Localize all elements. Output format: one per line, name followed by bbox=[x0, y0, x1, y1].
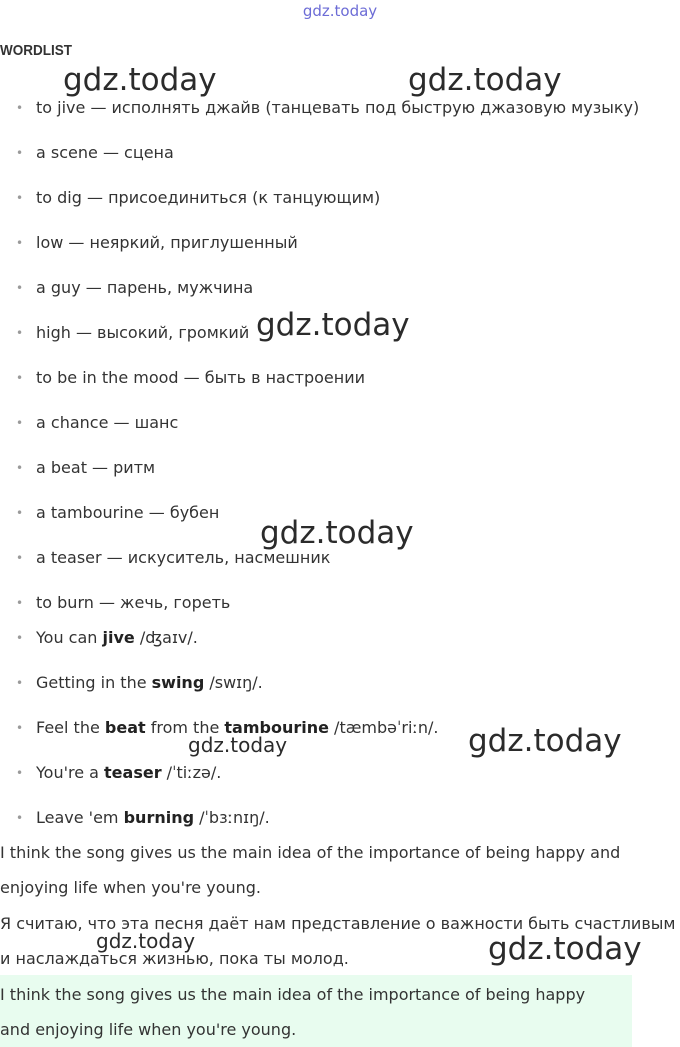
list-item: • to burn — жечь, гореть bbox=[16, 593, 230, 613]
list-item: • Feel the beat from the tambourine /tæmbəˈriːn/. bbox=[16, 718, 438, 738]
russian-paragraph-line: Я считаю, что эта песня даёт нам представление о важности быть счастливым bbox=[0, 914, 676, 933]
list-item: • low — неяркий, приглушенный bbox=[16, 233, 298, 253]
list-item: • a guy — парень, мужчина bbox=[16, 278, 253, 298]
list-item: • You're a teaser /ˈtiːzə/. bbox=[16, 763, 221, 783]
highlighted-paragraph-line: and enjoying life when you're young. bbox=[0, 1020, 297, 1039]
watermark: gdz.today bbox=[63, 62, 217, 98]
list-item: • Leave 'em burning /ˈbɜːnɪŋ/. bbox=[16, 808, 270, 828]
list-item: • Getting in the swing /swɪŋ/. bbox=[16, 673, 263, 693]
watermark: gdz.today bbox=[188, 733, 288, 757]
list-item: • a tambourine — бубен bbox=[16, 503, 219, 523]
wordlist-heading: WORDLIST bbox=[0, 42, 72, 59]
watermark: gdz.today bbox=[260, 515, 414, 551]
list-item: • a beat — ритм bbox=[16, 458, 155, 478]
list-item: • high — высокий, громкий bbox=[16, 323, 249, 343]
watermark: gdz.today bbox=[408, 62, 562, 98]
watermark: gdz.today bbox=[488, 931, 642, 967]
english-paragraph-line: I think the song gives us the main idea of the importance of being happy and bbox=[0, 843, 621, 862]
list-item: • a teaser — искуситель, насмешник bbox=[16, 548, 330, 568]
watermark: gdz.today bbox=[256, 307, 410, 343]
list-item: • to be in the mood — быть в настроении bbox=[16, 368, 365, 388]
watermark: gdz.today bbox=[96, 929, 196, 953]
list-item: • You can jive /ʤaɪv/. bbox=[16, 628, 198, 648]
english-paragraph-line: enjoying life when you're young. bbox=[0, 878, 261, 897]
list-item: • a scene — сцена bbox=[16, 143, 174, 163]
list-item: • to jive — исполнять джайв (танцевать под быструю джазовую музыку) bbox=[16, 98, 639, 118]
highlighted-paragraph-line: I think the song gives us the main idea of the importance of being happy bbox=[0, 985, 586, 1004]
russian-paragraph-line: и наслаждаться жизнью, пока ты молод. bbox=[0, 949, 349, 968]
top-watermark: gdz.today bbox=[302, 2, 378, 20]
watermark: gdz.today bbox=[468, 723, 622, 759]
list-item: • a chance — шанс bbox=[16, 413, 178, 433]
list-item: • to dig — присоединиться (к танцующим) bbox=[16, 188, 380, 208]
